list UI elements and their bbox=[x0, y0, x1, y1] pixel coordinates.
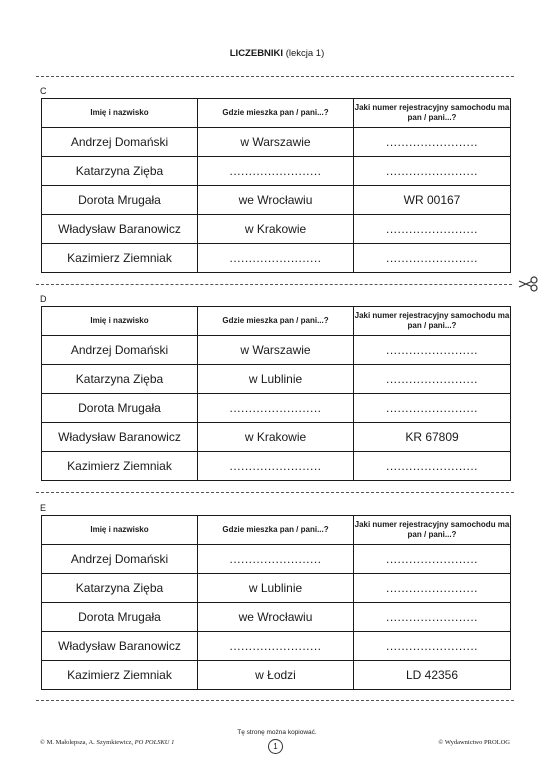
scissors-icon bbox=[517, 276, 539, 292]
cut-line bbox=[36, 284, 512, 285]
authors-text: © M. Małolepsza, A. Szymkiewicz, bbox=[40, 739, 135, 746]
cell-city: w Warszawie bbox=[198, 128, 354, 157]
cell-name: Andrzej Domański bbox=[42, 336, 198, 365]
cell-plate: ........................ bbox=[354, 603, 511, 632]
cell-city: w Krakowie bbox=[198, 423, 354, 452]
cell-name: Kazimierz Ziemniak bbox=[42, 452, 198, 481]
cell-plate: ........................ bbox=[354, 574, 511, 603]
table-row bbox=[42, 336, 511, 365]
cell-name: Dorota Mrugała bbox=[42, 186, 198, 215]
column-header-name: Imię i nazwisko bbox=[42, 99, 198, 128]
table-header-row bbox=[42, 516, 511, 545]
cell-name: Andrzej Domański bbox=[42, 545, 198, 574]
cell-name: Katarzyna Zięba bbox=[42, 365, 198, 394]
column-header-city: Gdzie mieszka pan / pani...? bbox=[198, 307, 354, 336]
cell-plate: ........................ bbox=[354, 545, 511, 574]
table-row bbox=[42, 394, 511, 423]
table-row bbox=[42, 603, 511, 632]
table-row bbox=[42, 661, 511, 690]
column-header-plate: Jaki numer rejestracyjny samochodu ma pan / pani...? bbox=[354, 516, 511, 545]
column-header-city: Gdzie mieszka pan / pani...? bbox=[198, 99, 354, 128]
cut-line bbox=[36, 492, 514, 493]
cell-name: Władysław Baranowicz bbox=[42, 423, 198, 452]
cell-city: w Krakowie bbox=[198, 215, 354, 244]
cell-plate: ........................ bbox=[354, 394, 511, 423]
cell-name: Andrzej Domański bbox=[42, 128, 198, 157]
cell-plate: LD 42356 bbox=[354, 661, 511, 690]
cell-plate: ........................ bbox=[354, 452, 511, 481]
cell-city: ........................ bbox=[198, 157, 354, 186]
cell-plate: ........................ bbox=[354, 157, 511, 186]
cell-city: ........................ bbox=[198, 394, 354, 423]
section-letter: E bbox=[40, 503, 47, 513]
table-section-e bbox=[41, 515, 511, 690]
book-title: PO POLSKU 1 bbox=[134, 739, 175, 746]
cell-name: Władysław Baranowicz bbox=[42, 215, 198, 244]
cell-plate: ........................ bbox=[354, 336, 511, 365]
cell-plate: ........................ bbox=[354, 244, 511, 273]
page-title bbox=[0, 48, 554, 59]
cell-city: ........................ bbox=[198, 452, 354, 481]
column-header-plate: Jaki numer rejestracyjny samochodu ma pan / pani...? bbox=[354, 307, 511, 336]
table-row bbox=[42, 545, 511, 574]
cell-name: Władysław Baranowicz bbox=[42, 632, 198, 661]
cell-name: Kazimierz Ziemniak bbox=[42, 661, 198, 690]
cell-name: Katarzyna Zięba bbox=[42, 157, 198, 186]
cell-plate: WR 00167 bbox=[354, 186, 511, 215]
table-section-d bbox=[41, 306, 511, 481]
cell-plate: ........................ bbox=[354, 128, 511, 157]
table-row bbox=[42, 574, 511, 603]
cell-plate: ........................ bbox=[354, 632, 511, 661]
cell-plate: ........................ bbox=[354, 365, 511, 394]
table-header-row bbox=[42, 307, 511, 336]
cell-city: ........................ bbox=[198, 545, 354, 574]
cell-city: ........................ bbox=[198, 632, 354, 661]
cell-city: w Lublinie bbox=[198, 574, 354, 603]
section-letter: D bbox=[40, 294, 47, 304]
table-row bbox=[42, 186, 511, 215]
cut-line bbox=[36, 700, 514, 701]
cut-line bbox=[36, 76, 514, 77]
footer-publisher: © Wydawnictwo PROLOG bbox=[438, 739, 510, 746]
column-header-plate: Jaki numer rejestracyjny samochodu ma pan / pani...? bbox=[354, 99, 511, 128]
table-header-row bbox=[42, 99, 511, 128]
cell-name: Kazimierz Ziemniak bbox=[42, 244, 198, 273]
table-section-c bbox=[41, 98, 511, 273]
cell-name: Dorota Mrugała bbox=[42, 603, 198, 632]
column-header-name: Imię i nazwisko bbox=[42, 307, 198, 336]
table-row bbox=[42, 157, 511, 186]
cell-city: w Łodzi bbox=[198, 661, 354, 690]
cell-plate: KR 67809 bbox=[354, 423, 511, 452]
cell-city: w Lublinie bbox=[198, 365, 354, 394]
column-header-name: Imię i nazwisko bbox=[42, 516, 198, 545]
table-row bbox=[42, 128, 511, 157]
page-number: 1 bbox=[268, 739, 283, 754]
section-letter: C bbox=[40, 86, 47, 96]
cell-city: w Warszawie bbox=[198, 336, 354, 365]
title-rest: (lekcja 1) bbox=[283, 48, 325, 59]
table-row bbox=[42, 452, 511, 481]
cell-name: Dorota Mrugała bbox=[42, 394, 198, 423]
cell-city: ........................ bbox=[198, 244, 354, 273]
cell-city: we Wrocławiu bbox=[198, 186, 354, 215]
cell-city: we Wrocławiu bbox=[198, 603, 354, 632]
table-row bbox=[42, 365, 511, 394]
title-bold: LICZEBNIKI bbox=[229, 48, 284, 59]
column-header-city: Gdzie mieszka pan / pani...? bbox=[198, 516, 354, 545]
table-row bbox=[42, 632, 511, 661]
table-row bbox=[42, 244, 511, 273]
footer-authors bbox=[40, 739, 174, 746]
cell-plate: ........................ bbox=[354, 215, 511, 244]
cell-name: Katarzyna Zięba bbox=[42, 574, 198, 603]
copy-note: Tę stronę można kopiować. bbox=[237, 729, 317, 736]
table-row bbox=[42, 423, 511, 452]
table-row bbox=[42, 215, 511, 244]
